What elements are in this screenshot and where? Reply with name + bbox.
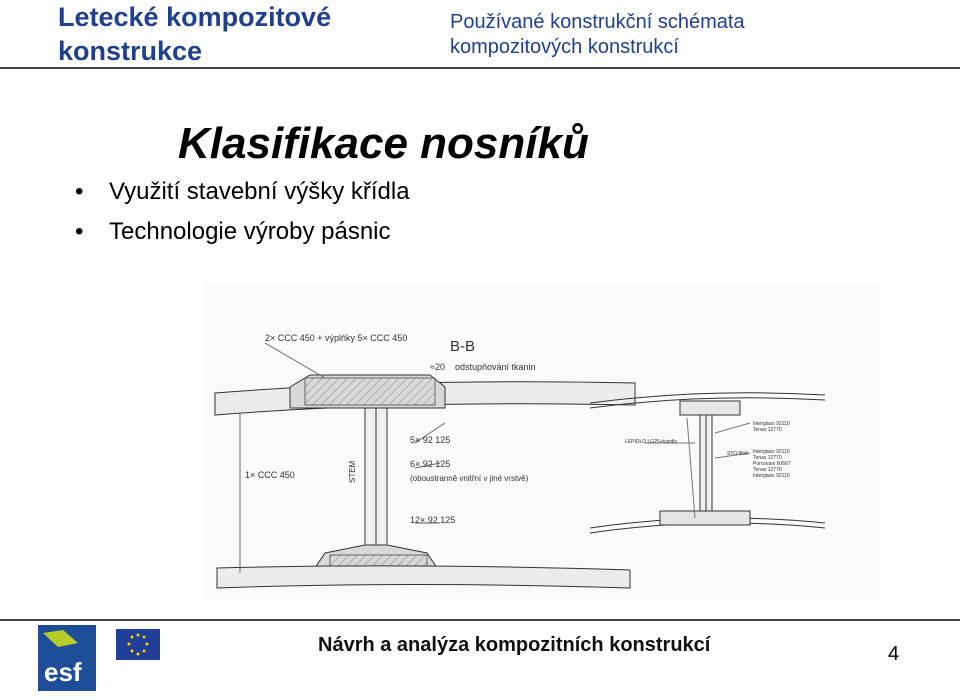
bullet-text: Využití stavební výšky křídla	[109, 178, 410, 205]
annotation-text: STOJINA	[727, 451, 749, 457]
bullet-list	[75, 172, 410, 252]
esf-logo-text: esf	[44, 657, 82, 687]
beam-cross-section-figure	[205, 283, 880, 600]
bullet-item	[75, 172, 410, 212]
annotation-text: 5× 92 125	[410, 435, 451, 445]
annotation-text: Interglass 92110	[753, 421, 790, 427]
annotation-text: 1× CCC 450	[245, 470, 295, 480]
annotation-text: 2× CCC 450 + výplňky 5× CCC 450	[265, 333, 408, 343]
annotation-text: STEM	[348, 460, 357, 483]
annotation-text: Tenax 12770	[753, 467, 782, 473]
annotation-text: Tenax 12770	[753, 427, 782, 433]
bullet-item	[75, 212, 410, 252]
annotation-text: LEPIDLO LG25+tuzidlo	[625, 439, 678, 445]
annotation-text: odstupňování tkanin	[455, 362, 536, 372]
annotation-text: Interglass 92110	[753, 473, 790, 479]
section-title: Používané konstrukční schémata kompozitových konstrukcí	[450, 11, 745, 58]
bullet-dot-icon: •	[75, 218, 84, 245]
annotation-text: (oboustranně vnitřní v jiné vrstvě)	[410, 474, 529, 483]
annotation-text: Porcovani 60667	[753, 461, 791, 467]
eu-flag-icon	[116, 629, 160, 660]
footer-divider	[0, 619, 960, 621]
bullet-text: Technologie výroby pásnic	[109, 218, 391, 245]
page-number: 4	[888, 643, 900, 665]
annotation-text: Tenax 12770	[753, 455, 782, 461]
annotation-text: 6× 92 125	[410, 459, 451, 469]
header-divider	[0, 67, 960, 69]
bullet-dot-icon: •	[75, 178, 84, 205]
slide-title: Klasifikace nosníků	[178, 119, 589, 168]
course-title: Letecké kompozitové konstrukce	[58, 2, 332, 66]
esf-logo	[38, 625, 96, 691]
annotation-text: ≈20	[430, 362, 445, 372]
annotation-text: B-B	[450, 338, 476, 355]
annotation-text: 12× 92 125	[410, 515, 456, 525]
annotation-text: Interglass 92110	[753, 449, 790, 455]
footer-title: Návrh a analýza kompozitních konstrukcí	[318, 634, 711, 656]
